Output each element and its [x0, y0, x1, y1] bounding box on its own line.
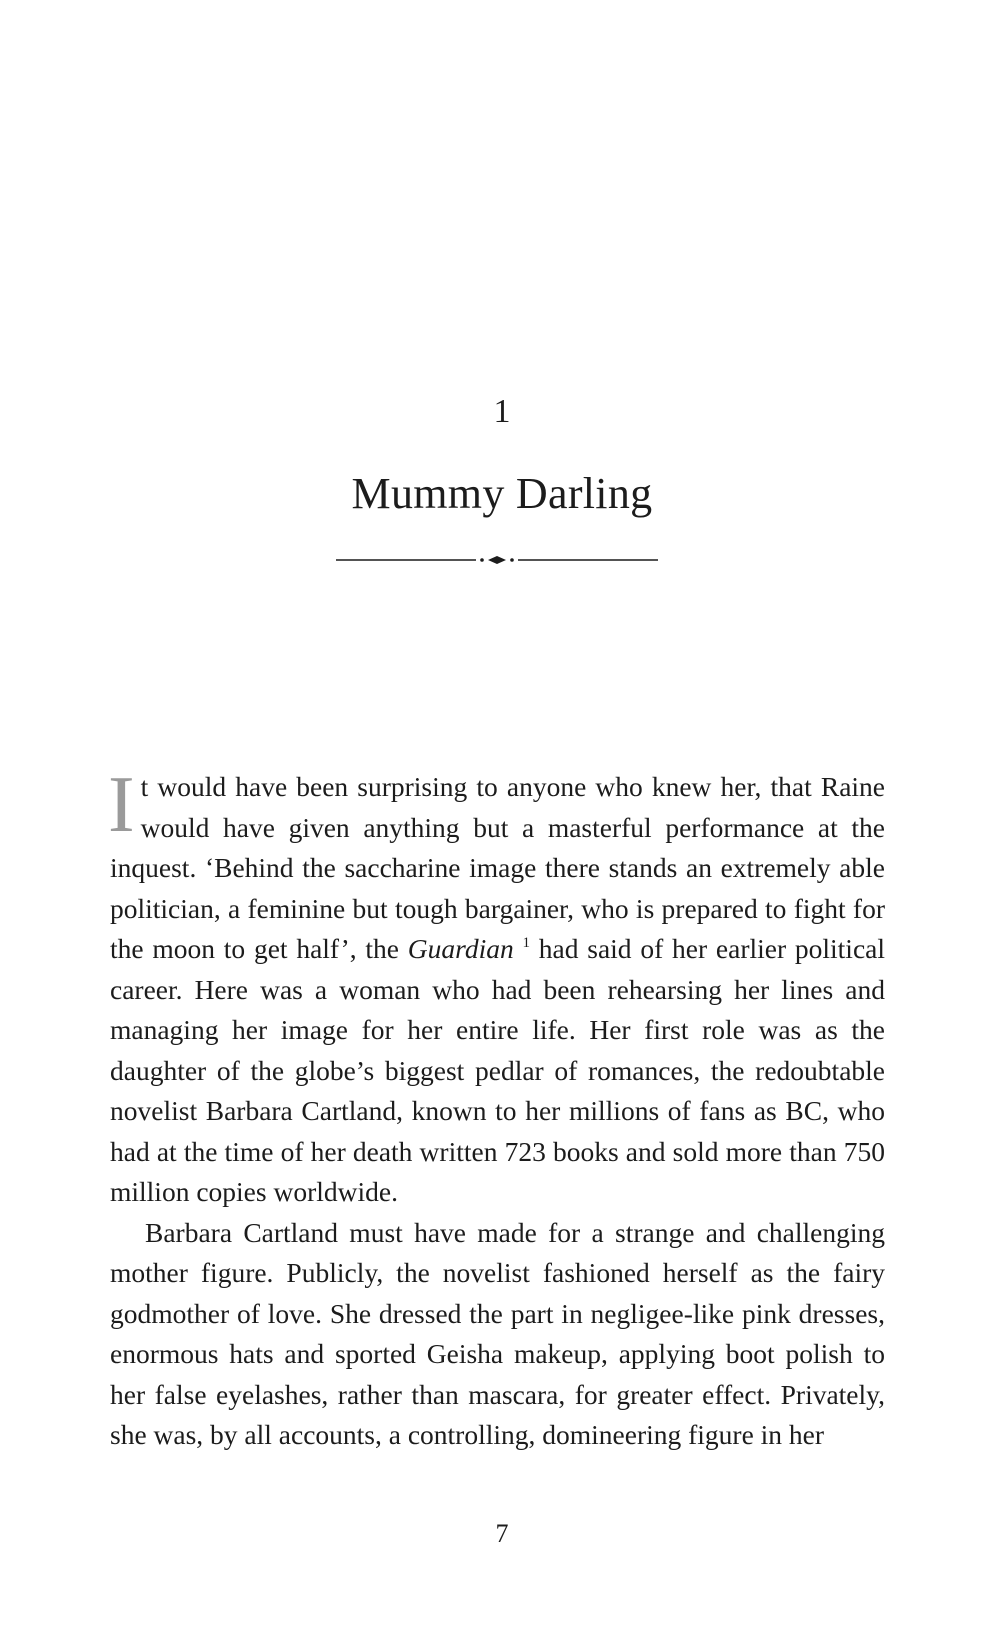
- page-number: 7: [495, 1519, 509, 1548]
- paragraph-1-text-a: t would have been surprising to anyone who knew her, that Raine would have given anything but a masterful performance at the inquest. ‘Behind the saccharine image there stands an extremely able politician, a feminine but tough bargainer, who is prepared to fight for the moon to get half’, the: [110, 771, 885, 964]
- paragraph-2: Barbara Cartland must have made for a strange and challenging mother figure. Publicly, the novelist fashioned herself as the fairy godmother of love. She dressed the part in negligee-like pink dresses, enormous hats and sported Geisha makeup, applying boot polish to her false eyelashes, rather than mascara, for greater effect. Privately, she was, by all accounts, a controlling, domineering figure in her: [110, 1216, 885, 1450]
- ornament-divider-icon: [336, 552, 658, 568]
- drop-cap: I: [108, 761, 135, 849]
- chapter-number: 1: [493, 393, 511, 430]
- paragraph-1-text-b: had said of her earlier political career. Here was a woman who had been rehearsing her lines and managing her image for her entire life. Her first role was as the daughter of the globe’s biggest pedlar of romances, the redoubtable novelist Barbara Cartland, known to her millions of fans as BC, who had at the time of her death written 723 books and sold more than 750 million copies worldwide.: [110, 933, 886, 1207]
- paragraph-1: [108, 761, 886, 1213]
- publication-title: Guardian: [407, 933, 514, 964]
- chapter-title: Mummy Darling: [351, 469, 653, 518]
- footnote-reference: 1: [522, 935, 530, 951]
- body-text: [108, 761, 886, 1456]
